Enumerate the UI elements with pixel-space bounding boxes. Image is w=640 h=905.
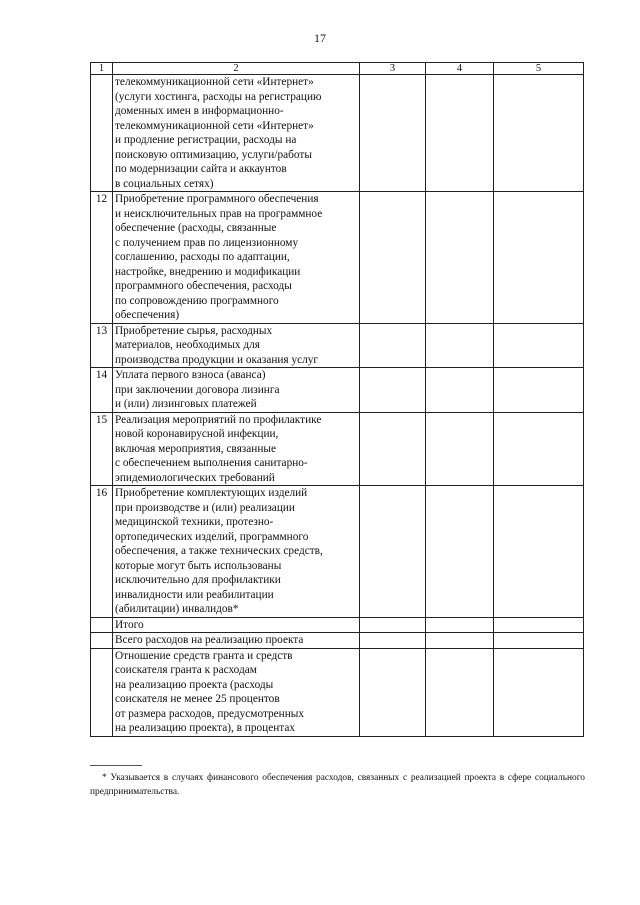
description-line: Отношение средств гранта и средств [115, 649, 293, 662]
amount-cell-col5 [494, 648, 584, 736]
description-line: телекоммуникационной сети «Интернет» [115, 119, 314, 132]
expense-description [113, 486, 360, 618]
expense-description [113, 323, 360, 368]
table-row [91, 323, 584, 368]
description-line: Уплата первого взноса (аванса) [115, 369, 266, 381]
description-line: Приобретение сырья, расходных [115, 324, 273, 337]
row-number: 13 [91, 323, 113, 368]
description-line: и неисключительных прав на программное [115, 207, 323, 220]
amount-cell-col3 [360, 75, 426, 192]
description-line: обеспечения) [115, 309, 180, 321]
description-line: программного обеспечения, расходы [115, 280, 292, 292]
description-line: доменных имен в информационно- [115, 105, 284, 117]
amount-cell-col4 [426, 192, 494, 324]
description-line: Всего расходов на реализацию проекта [115, 634, 304, 646]
description-line: (услуги хостинга, расходы на регистрацию [115, 90, 322, 103]
amount-cell-col3 [360, 617, 426, 633]
amount-cell-col4 [426, 633, 494, 649]
description-line: на реализацию проекта), в процентах [115, 722, 295, 734]
amount-cell-col4 [426, 617, 494, 633]
column-header-5: 5 [494, 63, 584, 75]
amount-cell-col5 [494, 617, 584, 633]
table-row [91, 192, 584, 324]
expense-description [113, 633, 360, 649]
amount-cell-col4 [426, 323, 494, 368]
description-line: с обеспечением выполнения санитарно- [115, 457, 308, 469]
description-line: исключительно для профилактики [115, 574, 281, 586]
description-line: соискателя гранта к расходам [115, 664, 257, 676]
row-number: 14 [91, 368, 113, 413]
description-line: и продление регистрации, расходы на [115, 134, 297, 146]
description-line: производства продукции и оказания услуг [115, 353, 319, 366]
amount-cell-col5 [494, 633, 584, 649]
footnote-divider [90, 765, 142, 766]
expense-table-body [91, 63, 584, 737]
description-line: настройке, внедрению и модификации [115, 265, 301, 278]
table-row [91, 412, 584, 486]
footnote: * Указывается в случаях финансового обеспечения расходов, связанных с реализацией проекта в сфере социального предпринимательства. [90, 773, 585, 797]
amount-cell-col5 [494, 486, 584, 618]
description-line: материалов, необходимых для [115, 339, 260, 351]
description-line: ортопедических изделий, программного [115, 530, 309, 543]
description-line: от размера расходов, предусмотренных [115, 707, 305, 720]
column-header-3: 3 [360, 63, 426, 75]
amount-cell-col3 [360, 368, 426, 413]
description-line: Итого [115, 618, 144, 631]
row-number [91, 617, 113, 633]
description-line: инвалидности или реабилитации [115, 588, 274, 601]
description-line: в социальных сетях) [115, 177, 214, 190]
description-line: при производстве и (или) реализации [115, 501, 295, 514]
column-header-2: 2 [113, 63, 360, 75]
description-line: на реализацию проекта (расходы [115, 678, 274, 691]
table-row [91, 633, 584, 649]
table-header-row [91, 63, 584, 75]
expense-description [113, 617, 360, 633]
amount-cell-col4 [426, 412, 494, 486]
description-line: Приобретение программного обеспечения [115, 193, 319, 205]
expense-description [113, 75, 360, 192]
table-row [91, 617, 584, 633]
expense-table [90, 62, 584, 737]
description-line: соискателя не менее 25 процентов [115, 693, 280, 705]
amount-cell-col3 [360, 323, 426, 368]
expense-description [113, 368, 360, 413]
amount-cell-col5 [494, 192, 584, 324]
amount-cell-col4 [426, 75, 494, 192]
amount-cell-col5 [494, 323, 584, 368]
row-number [91, 648, 113, 736]
expense-description [113, 412, 360, 486]
table-row [91, 75, 584, 192]
description-line: новой коронавирусной инфекции, [115, 428, 279, 440]
page-number: 17 [314, 31, 326, 45]
description-line: при заключении договора лизинга [115, 383, 280, 396]
amount-cell-col3 [360, 486, 426, 618]
row-number: 12 [91, 192, 113, 324]
description-line: соглашению, расходы по адаптации, [115, 251, 290, 263]
description-line: поисковую оптимизацию, услуги/работы [115, 148, 312, 161]
amount-cell-col3 [360, 648, 426, 736]
description-line: телекоммуникационной сети «Интернет» [115, 76, 314, 88]
table-row [91, 368, 584, 413]
description-line: и (или) лизинговых платежей [115, 398, 257, 410]
amount-cell-col3 [360, 633, 426, 649]
table-row [91, 648, 584, 736]
description-line: медицинской техники, протезно- [115, 516, 274, 528]
description-line: по сопровождению программного [115, 294, 279, 307]
column-header-4: 4 [426, 63, 494, 75]
amount-cell-col3 [360, 412, 426, 486]
column-header-1: 1 [91, 63, 113, 75]
amount-cell-col4 [426, 368, 494, 413]
row-number [91, 75, 113, 192]
amount-cell-col4 [426, 648, 494, 736]
amount-cell-col4 [426, 486, 494, 618]
row-number: 16 [91, 486, 113, 618]
description-line: Приобретение комплектующих изделий [115, 487, 308, 499]
description-line: включая мероприятия, связанные [115, 442, 276, 455]
amount-cell-col5 [494, 412, 584, 486]
description-line: обеспечения, а также технических средств, [115, 545, 323, 557]
description-line: (абилитации) инвалидов* [115, 603, 239, 615]
row-number: 15 [91, 412, 113, 486]
description-line: с получением прав по лицензионному [115, 236, 299, 249]
description-line: эпидемиологических требований [115, 471, 275, 484]
amount-cell-col5 [494, 75, 584, 192]
row-number [91, 633, 113, 649]
description-line: Реализация мероприятий по профилактике [115, 413, 322, 426]
description-line: которые могут быть использованы [115, 559, 282, 572]
amount-cell-col5 [494, 368, 584, 413]
description-line: по модернизации сайта и аккаунтов [115, 163, 287, 175]
amount-cell-col3 [360, 192, 426, 324]
expense-description [113, 648, 360, 736]
expense-description [113, 192, 360, 324]
table-row [91, 486, 584, 618]
description-line: обеспечение (расходы, связанные [115, 222, 277, 234]
